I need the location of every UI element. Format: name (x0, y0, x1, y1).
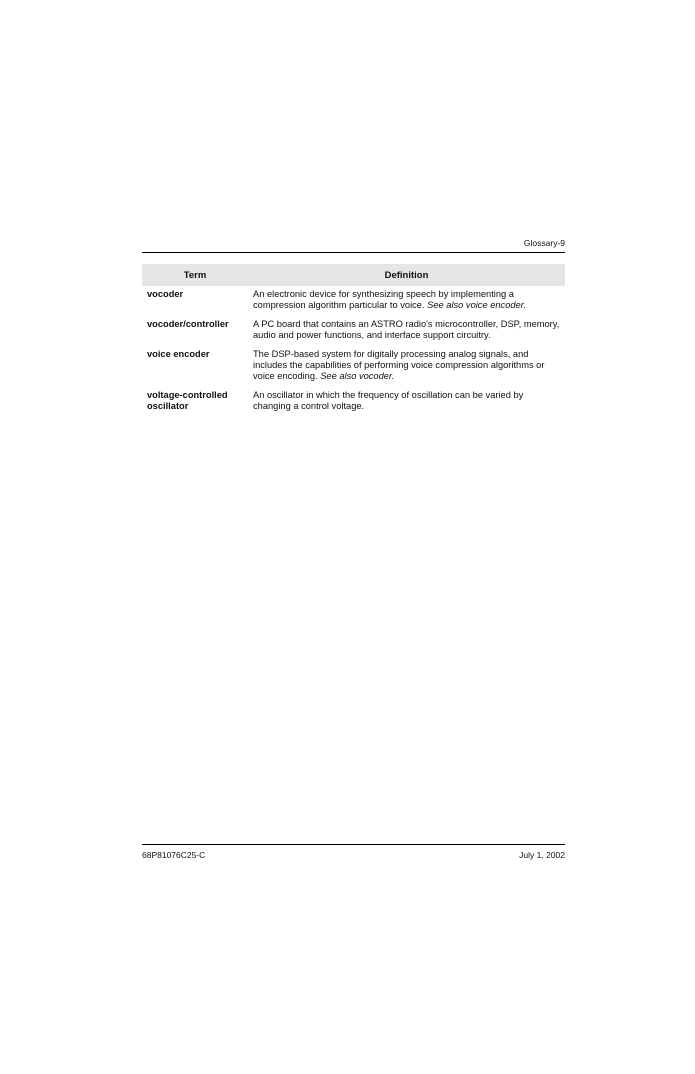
definition-column-header: Definition (248, 264, 565, 286)
definition-cell (248, 286, 565, 319)
definition-text: An oscillator in which the frequency of oscillation can be varied by changing a control voltage. (253, 390, 524, 411)
see-also-reference: See also voice encoder. (427, 300, 527, 310)
footer-rule (142, 844, 565, 845)
table-row (142, 349, 565, 390)
term-cell: vocoder/controller (147, 319, 229, 329)
table-row (142, 390, 565, 420)
publication-date: July 1, 2002 (519, 850, 565, 860)
term-column-header: Term (142, 264, 248, 286)
see-also-reference: See also vocoder. (320, 371, 395, 381)
term-cell: voltage-controlled oscillator (147, 390, 228, 411)
table-row (142, 286, 565, 319)
definition-text: An electronic device for synthesizing speech by implementing a compression algorithm particular to voice. (253, 289, 514, 310)
page-footer (142, 850, 565, 862)
term-cell: vocoder (147, 289, 184, 299)
definition-cell (248, 319, 565, 349)
document-number: 68P81076C25-C (142, 850, 206, 860)
term-cell: voice encoder (147, 349, 210, 359)
table-row (142, 319, 565, 349)
definition-cell (248, 390, 565, 420)
definition-text: A PC board that contains an ASTRO radio's microcontroller, DSP, memory, audio and power functions, and interface support circuitry. (253, 319, 560, 340)
page-header (142, 238, 565, 252)
glossary-table (142, 264, 565, 420)
page-number: Glossary-9 (523, 238, 565, 248)
definition-cell (248, 349, 565, 390)
table-header-row (142, 264, 565, 286)
definition-text: The DSP-based system for digitally processing analog signals, and includes the capabilities of performing voice compression algorithms or voice encoding. (253, 349, 545, 381)
header-rule (142, 252, 565, 253)
